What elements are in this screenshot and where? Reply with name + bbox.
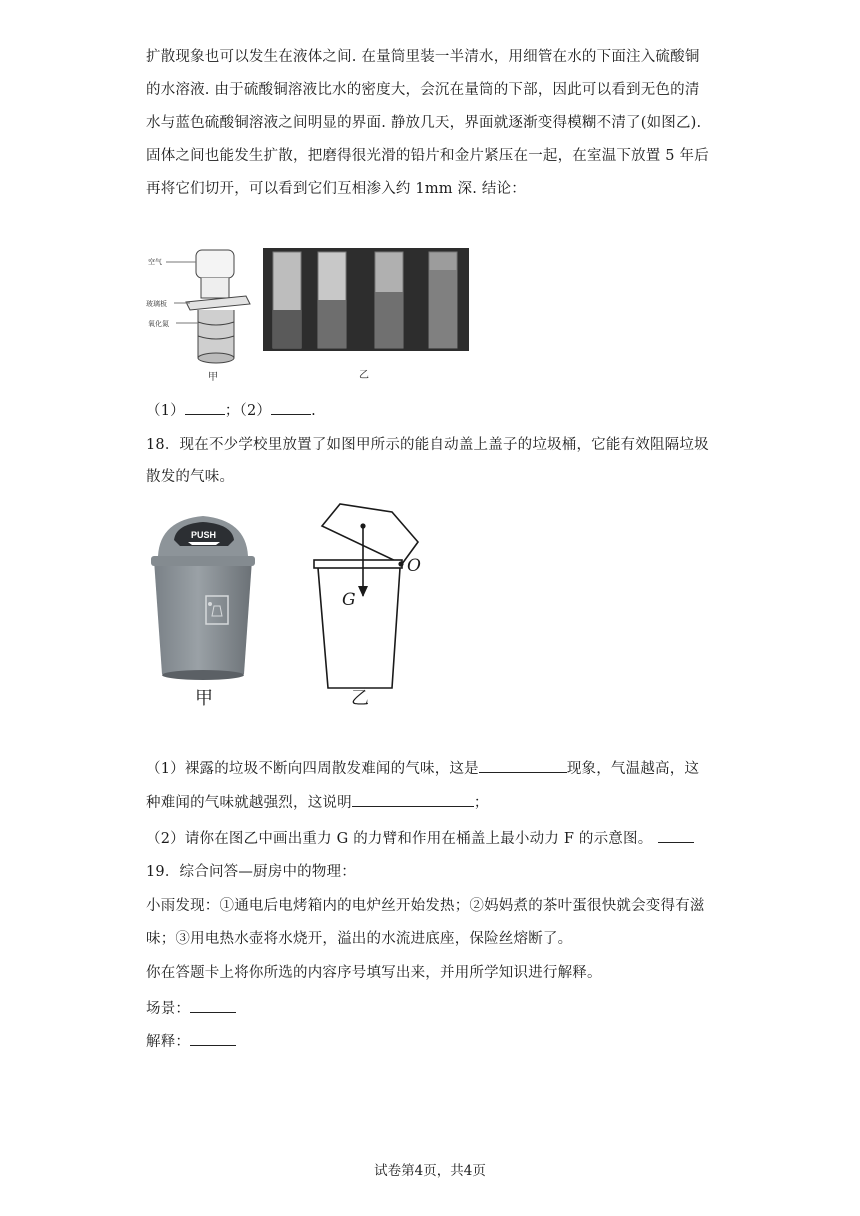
q18-sub2-line: [146, 828, 694, 849]
paragraph-line: 固体之间也能发生扩散，把磨得很光滑的铅片和金片紧压在一起，在室温下放置 5 年后: [146, 148, 709, 164]
gas-diffusion-apparatus: [166, 250, 250, 363]
q18-stem-line: 18．现在不少学校里放置了如图甲所示的能自动盖上盖子的垃圾桶，它能有效阻隔垃圾: [146, 437, 709, 453]
q18-blank-drawing[interactable]: [658, 828, 694, 843]
q18-sub2-text: （2）请你在图乙中画出重力 G 的力臂和作用在桶盖上最小动力 F 的示意图。: [146, 831, 653, 847]
bin-rim: [314, 560, 402, 568]
q18-sub1-line1: [146, 758, 699, 779]
label-air: 空气: [148, 259, 162, 266]
q19-scene-blank[interactable]: [190, 998, 236, 1013]
push-arrow-icon: [188, 542, 220, 545]
q19-explain-blank[interactable]: [190, 1031, 236, 1046]
paragraph-line: 扩散现象也可以发生在液体之间. 在量筒里装一半清水，用细管在水的下面注入硫酸铜: [146, 49, 700, 65]
q19-explain-label: 解释：: [146, 1034, 191, 1050]
center-of-gravity-dot: [360, 523, 365, 528]
q19-line: 你在答题卡上将你所选的内容序号填写出来，并用所学知识进行解释。: [146, 965, 602, 981]
label-G: G: [342, 590, 356, 610]
bin-lid: [322, 504, 418, 564]
caption-jia: 甲: [208, 372, 218, 383]
diffusion-figure: [146, 240, 478, 385]
q17-part1-label: （1）: [146, 403, 185, 419]
lever-diagram: [300, 500, 440, 720]
push-label: PUSH: [191, 530, 217, 540]
q18-sub1-text-cont: 现象，气温越高，这: [566, 761, 700, 777]
label-gas: 氧化氮: [148, 321, 169, 328]
label-glass: 玻璃板: [146, 301, 167, 308]
q19-scene-line: [146, 998, 236, 1019]
q18-sub1-end: ；: [473, 795, 489, 811]
paragraph-line: 的水溶液. 由于硫酸铜溶液比水的密度大，会沉在量筒的下部，因此可以看到无色的清: [146, 82, 700, 98]
q17-separator: ；（2）: [224, 403, 272, 419]
q19-scene-label: 场景：: [146, 1001, 191, 1017]
liquid-diffusion-photos: [263, 248, 469, 351]
q18-blank-explanation[interactable]: [352, 792, 474, 807]
page-footer: 试卷第4页，共4页: [374, 1163, 486, 1179]
paragraph-line: 再将它们切开，可以看到它们互相渗入约 1mm 深. 结论：: [146, 181, 526, 197]
q19-explain-line: [146, 1031, 236, 1052]
q17-blank-1[interactable]: [185, 400, 225, 415]
q18-sub1-line2: [146, 792, 489, 813]
q19-line: 味；③用电热水壶将水烧开，溢出的水流进底座，保险丝熔断了。: [146, 931, 573, 947]
pivot-dot: [398, 561, 403, 566]
q17-end: .: [311, 403, 316, 419]
q18-sub1-text: （1）裸露的垃圾不断向四周散发难闻的气味，这是: [146, 761, 479, 777]
caption-jia-q18: 甲: [195, 688, 214, 709]
label-O: O: [407, 556, 421, 576]
q19-line: 小雨发现：①通电后电烤箱内的电炉丝开始发热；②妈妈煮的茶叶蛋很快就会变得有滋: [146, 898, 705, 914]
q18-blank-phenomenon[interactable]: [479, 758, 567, 773]
caption-yi-q18: 乙: [351, 688, 370, 709]
trash-can-photo: [148, 512, 258, 717]
q17-answer-line: [146, 400, 316, 421]
q18-sub1-text-2: 种难闻的气味就越强烈，这说明: [146, 795, 352, 811]
q18-stem-line: 散发的气味。: [146, 469, 235, 485]
q19-title: 19．综合问答—厨房中的物理：: [146, 864, 356, 880]
paragraph-line: 水与蓝色硫酸铜溶液之间明显的界面. 静放几天，界面就逐渐变得模糊不清了(如图乙).: [146, 115, 702, 131]
q17-blank-2[interactable]: [271, 400, 311, 415]
caption-yi: 乙: [359, 370, 369, 381]
